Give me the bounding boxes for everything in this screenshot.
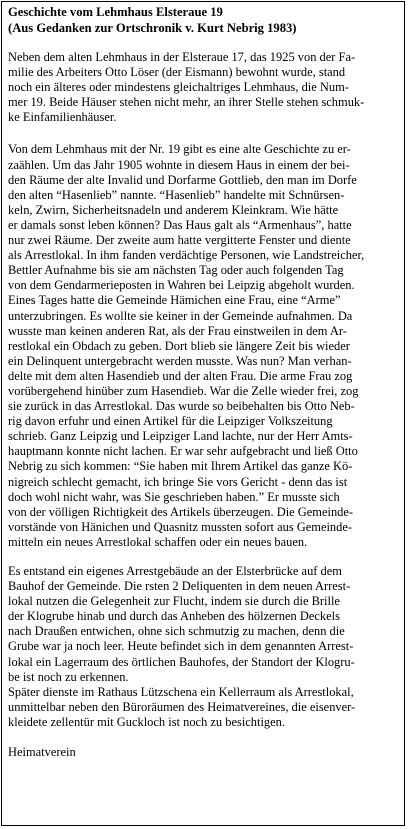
text-line: vorübergehend hinüber zum Hasendieb. War die Zelle wieder frei, zog bbox=[8, 383, 359, 398]
paragraph-arrest-building bbox=[8, 564, 398, 730]
text-line: nigreich schlecht gemacht, ich bringe Sie vors Gericht - denn das ist bbox=[8, 474, 348, 489]
text-line: als Arrestlokal. In ihm fanden verdächtige Personen, wie Landstreicher, bbox=[8, 248, 365, 263]
text-line: nach Draußen entwichen, ohne sich schmutzig zu machen, denn die bbox=[8, 624, 345, 639]
text-line: sie zurück in das Arrestlokal. Das wurde so beibehalten bis Otto Neb- bbox=[8, 399, 355, 414]
text-line: ke Einfamilienhäuser. bbox=[8, 110, 117, 125]
text-line: er damals sonst leben können? Das Haus galt als “Armenhaus”, hatte bbox=[8, 217, 352, 232]
title-line: Geschichte vom Lehmhaus Elsteraue 19 bbox=[8, 5, 223, 19]
text-line: hauptmann konnte nicht lachen. Er war sehr aufgebracht und ließ Otto bbox=[8, 444, 358, 459]
text-line: von der völligen Richtigkeit des Artikels überzeugen. Die Gemeinde- bbox=[8, 504, 354, 519]
text-line: Neben dem alten Lehmhaus in der Elsteraue 17, das 1925 von der Fa- bbox=[8, 50, 356, 64]
text-line: Eines Tages hatte die Gemeinde Hämichen eine Frau, eine “Arme” bbox=[8, 293, 341, 308]
title-subline: (Aus Gedanken zur Ortschronik v. Kurt Nebrig 1983) bbox=[8, 20, 297, 35]
text-line: restlokal ein Obdach zu geben. Dort blieb sie längere Zeit bis wieder bbox=[8, 338, 350, 353]
text-line: schrieb. Ganz Leipzig und Leipziger Land lachte, nur der Herr Amts- bbox=[8, 429, 353, 444]
paragraph-story bbox=[8, 142, 398, 550]
text-line: lokal ein Lagerraum des örtlichen Bauhofes, der Standort der Klogru- bbox=[8, 654, 355, 669]
text-line: der Klogrube hinab und durch das Anheben des hölzernen Deckels bbox=[8, 609, 340, 624]
text-line: Später dienste im Rathaus Lützschena ein Kellerraum als Arrestlokal, bbox=[8, 684, 354, 699]
text-line: Heimatverein bbox=[8, 745, 76, 760]
text-line: Von dem Lehmhaus mit der Nr. 19 gibt es eine alte Geschichte zu er- bbox=[8, 142, 351, 157]
text-line: doch wohl nicht wahr, was Sie geschrieben haben.” Er musste sich bbox=[8, 489, 340, 504]
text-line: mitteln ein neues Arrestlokal schaffen oder ein neues bauen. bbox=[8, 534, 308, 549]
text-line: rig davon erfuhr und einen Artikel für die Leipziger Volkszeitung bbox=[8, 414, 333, 429]
text-line: vorstände von Hänichen und Quasnitz mussten sofort aus Gemeinde- bbox=[8, 519, 353, 534]
text-line: unterzubringen. Es wollte sie keiner in der Gemeinde aufnahmen. Da bbox=[8, 308, 353, 323]
text-line: den Räume der alte Invalid und Dorfarme Gottlieb, den man im Dorfe bbox=[8, 172, 357, 187]
text-line: ein Delinquent untergebracht werden musste. Was nun? Man verhan- bbox=[8, 353, 352, 368]
text-line: Bettler Aufnahme bis sie am nächsten Tag oder auch folgenden Tag bbox=[8, 263, 344, 278]
text-line: wusste man keinen anderen Rat, als der Frau einstweilen in dem Ar- bbox=[8, 323, 347, 338]
text-line: keln, Zwirn, Sicherheitsnadeln und anderem Kleinkram. Wie hätte bbox=[8, 202, 339, 217]
text-line: unmittelbar neben den Büroräumen des Heimatvereines, die eisenver- bbox=[8, 699, 356, 714]
text-line: Nebrig zu sich kommen: “Sie haben mit Ihrem Artikel das ganze Kö- bbox=[8, 459, 353, 474]
text-line: be ist noch zu erkennen. bbox=[8, 669, 129, 684]
document-title bbox=[8, 5, 398, 36]
text-line: lokal nutzen die Gelegenheit zur Flucht, indem sie durch die Brille bbox=[8, 594, 340, 609]
text-line: von dem Gendarmerieposten in Wahren bei Leipzig abgeholt wurden. bbox=[8, 278, 355, 293]
document-page bbox=[1, 1, 405, 826]
text-line: noch ein älteres oder mindestens gleichaltriges Lehmhaus, die Num- bbox=[8, 80, 349, 95]
text-line: den alten “Hasenlieb” nannte. “Hasenlieb” handelte mit Schnürsen- bbox=[8, 187, 345, 202]
text-line: nur zwei Räume. Der zweite aum hatte vergitterte Fenster und diente bbox=[8, 233, 351, 248]
text-line: zaählen. Um das Jahr 1905 wohnte in diesem Haus in einem der bei- bbox=[8, 157, 350, 172]
text-line: mer 19. Beide Häuser stehen nicht mehr, an ihrer Stelle stehen schmuk- bbox=[8, 95, 365, 110]
paragraph-intro bbox=[8, 50, 398, 125]
text-line: Bauhof der Gemeinde. Die rsten 2 Deliquenten in dem neuen Arrest- bbox=[8, 579, 351, 594]
signature-author bbox=[8, 745, 398, 760]
text-line: Es entstand ein eigenes Arrestgebäude an der Elsterbrücke auf dem bbox=[8, 564, 342, 578]
text-line: milie des Arbeiters Otto Löser (der Eismann) bewohnt wurde, stand bbox=[8, 65, 346, 80]
text-line: delte mit dem alten Hasendieb und der alten Frau. Die arme Frau zog bbox=[8, 368, 353, 383]
text-line: kleidete zellentür mit Guckloch ist noch zu besichtigen. bbox=[8, 714, 285, 729]
text-line: Grube war ja noch leer. Heute befindet sich in dem genannten Arrest- bbox=[8, 639, 354, 654]
